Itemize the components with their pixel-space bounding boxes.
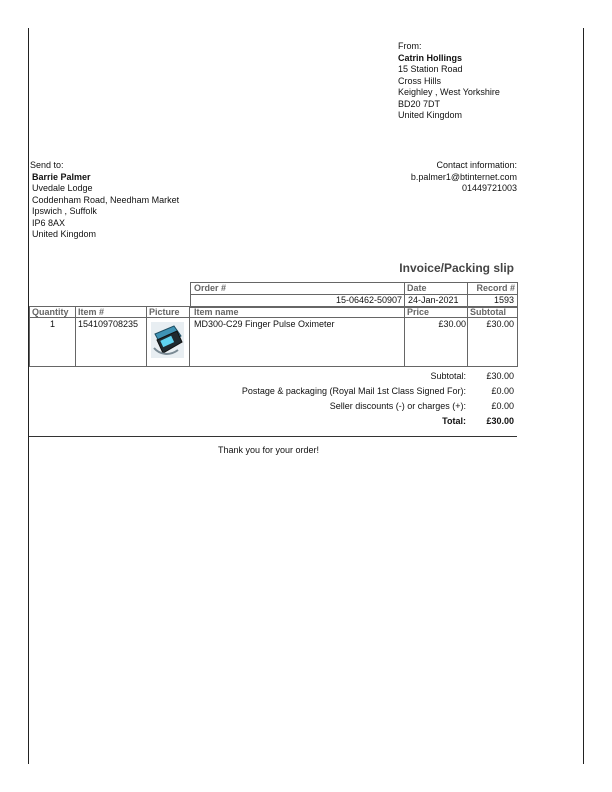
item-name: MD300-C29 Finger Pulse Oximeter: [194, 319, 335, 329]
discounts-label: Seller discounts (-) or charges (+):: [329, 401, 466, 411]
subtotal-value: £30.00: [486, 371, 514, 381]
column-divider: [146, 306, 147, 366]
from-name: Catrin Hollings: [398, 52, 463, 63]
quantity-header: Quantity: [32, 307, 69, 317]
send-to-line: IP6 8AX: [32, 217, 66, 228]
footer-divider: [29, 436, 517, 437]
right-margin-line: [583, 28, 584, 764]
subtotal-header: Subtotal: [470, 307, 506, 317]
from-line: United Kingdom: [398, 110, 463, 120]
column-divider: [75, 306, 76, 366]
item-number: 154109708235: [78, 319, 139, 329]
contact-information: [411, 160, 517, 195]
send-to-label: Send to:: [30, 160, 64, 170]
item-price: £30.00: [438, 319, 466, 329]
from-line: Keighley , West Yorkshire: [398, 87, 500, 97]
send-to-line: Ipswich , Suffolk: [32, 206, 97, 216]
order-date: 24-Jan-2021: [408, 295, 459, 305]
discounts-value: £0.00: [491, 401, 514, 411]
item-subtotal: £30.00: [486, 319, 514, 329]
column-divider: [189, 306, 190, 366]
postage-value: £0.00: [491, 386, 514, 396]
order-number: 15-06462-50907: [335, 295, 402, 305]
item-number-header: Item #: [78, 307, 105, 317]
date-header: Date: [407, 283, 427, 293]
from-address: [398, 41, 500, 122]
subtotal-label: Subtotal:: [430, 371, 466, 381]
send-to-address: [30, 160, 179, 241]
price-header: Price: [407, 307, 430, 317]
from-line: Cross Hills: [398, 75, 442, 86]
send-to-name: Barrie Palmer: [32, 171, 91, 182]
pulse-oximeter-icon: [150, 320, 185, 360]
picture-header: Picture: [149, 307, 180, 317]
document-title: Invoice/Packing slip: [399, 261, 514, 275]
contact-phone: 01449721003: [461, 183, 517, 193]
total-label: Total:: [442, 416, 466, 426]
contact-label: Contact information:: [436, 160, 517, 170]
item-quantity: 1: [50, 319, 56, 329]
from-label: From:: [398, 41, 422, 51]
item-name-header: Item name: [194, 307, 239, 317]
send-to-line: Uvedale Lodge: [32, 183, 93, 193]
contact-email: b.palmer1@btinternet.com: [410, 171, 517, 182]
order-number-header: Order #: [194, 283, 227, 293]
send-to-line: Coddenham Road, Needham Market: [32, 194, 180, 205]
thank-you-message: Thank you for your order!: [218, 445, 320, 455]
total-value: £30.00: [486, 416, 514, 426]
send-to-line: United Kingdom: [32, 229, 97, 239]
from-line: BD20 7DT: [398, 98, 441, 109]
record-header: Record #: [476, 283, 515, 293]
postage-label: Postage & packaging (Royal Mail 1st Class Signed For):: [241, 386, 466, 396]
from-line: 15 Station Road: [398, 64, 463, 74]
record-number: 1593: [493, 295, 514, 305]
left-margin-line: [28, 28, 29, 764]
